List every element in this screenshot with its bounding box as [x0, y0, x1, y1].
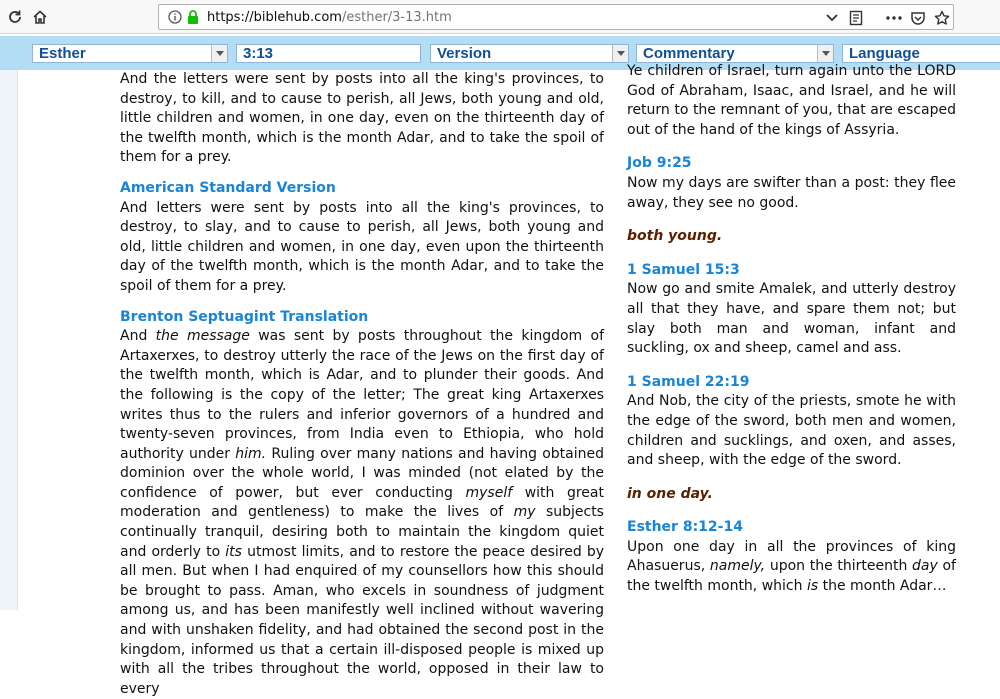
verse-text-brenton [120, 327, 604, 699]
reference-text: And Nob, the city of the priests, smote he with the edge of the sword, both men and women, children and sucklings, and oxen, and asses, and sheep, with the edge of the sword. [627, 393, 956, 469]
verse-text-asv: And letters were sent by posts into all the king's provinces, to destroy, to slay, and to cause to perish, all Jews, both young and old, little children and women, in one day, even upon the thirteenth day of the twelfth month, which is the month Adar, and to take the spoil of them for a prey. [120, 199, 604, 294]
reference-link-1-samuel-22-19[interactable]: 1 Samuel 22:19 [627, 373, 750, 390]
text-run: And [120, 328, 156, 345]
text-run: of the twelfth month, which [627, 558, 956, 595]
cross-references-column [627, 63, 956, 610]
chapter-verse-label: 3:13 [243, 45, 274, 62]
right-gutter [960, 70, 1000, 610]
italic-run: him. [235, 445, 267, 462]
text-run: with great moderation and gentleness) to make the lives of [120, 484, 604, 521]
text-run: Ruling over many nations and having obtained dominion over the whole world, I was minded (not elated by the confidence of power, but ever conducting [120, 445, 604, 501]
pocket-icon[interactable] [909, 9, 927, 27]
version-title-brenton[interactable]: Brenton Septuagint Translation [120, 308, 369, 325]
phrase-heading: in one day. [627, 485, 713, 502]
text-run: subjects continually tranquil, desiring both to maintain the kingdom quiet and orderly to [120, 504, 604, 560]
bookmark-star-icon[interactable] [933, 9, 951, 27]
url-path: /esther/3-13.htm [341, 10, 452, 25]
text-run: the month Adar… [818, 578, 947, 595]
left-gutter [0, 70, 18, 610]
version-select-label: Version [437, 45, 492, 62]
url-host: https://biblehub.com [207, 10, 342, 25]
url-text[interactable] [207, 10, 452, 25]
reference-text: Now my days are swifter than a post: they flee away, they see no good. [627, 174, 956, 211]
info-icon[interactable] [168, 10, 182, 29]
italic-run: is [806, 578, 819, 595]
more-actions-icon[interactable] [885, 9, 903, 27]
reference-link-job-9-25[interactable]: Job 9:25 [627, 155, 692, 172]
reference-text: Now go and smite Amalek, and utterly destroy all that they have, and spare them not; but slay both man and woman, infant and suckling, ox and sheep, camel and ass. [627, 281, 956, 357]
chapter-verse-select[interactable] [236, 44, 421, 63]
book-select-label: Esther [39, 45, 86, 62]
reference-link-esther-8-12-14[interactable]: Esther 8:12-14 [627, 519, 743, 536]
chevron-down-icon[interactable] [612, 45, 628, 62]
chevron-down-icon[interactable] [211, 45, 227, 62]
language-select[interactable] [842, 44, 1000, 63]
book-select[interactable] [32, 44, 228, 63]
text-run: utmost limits, and to restore the peace desired by all men. But when I had enquired of my counsellors how this should be brought to pass. Aman, who excels in soundness of judgment among us, and has been manifestly well inclined without wavering and with unshaken fidelity, and had obtained the second post in the kingdom, informed us that a certain ill-disposed people is mixed up with all the tribes throughout the world, opposed in their law to every [120, 543, 605, 697]
language-select-label: Language [849, 45, 920, 62]
italic-run: namely, [709, 558, 766, 575]
reader-view-icon[interactable] [847, 9, 865, 27]
home-icon[interactable] [29, 6, 51, 28]
verse-text: And the letters were sent by posts into all the king's provinces, to destroy, to kill, and to cause to perish, all Jews, both young and old, little children and women, in one day, even on the thirteenth day of the twelfth month, which is the month Adar, and to take the spoil of them for a prey. [120, 71, 604, 166]
commentary-select[interactable] [636, 44, 834, 63]
italic-run: myself [465, 484, 513, 501]
lock-icon[interactable] [186, 9, 200, 30]
version-title-asv[interactable]: American Standard Version [120, 179, 336, 196]
italic-run: day [912, 558, 938, 575]
reference-text [627, 538, 956, 597]
chevron-down-icon[interactable] [823, 9, 841, 27]
text-run: upon the thirteenth [765, 558, 913, 575]
phrase-heading: both young. [627, 228, 723, 245]
browser-toolbar [0, 0, 1000, 34]
commentary-select-label: Commentary [643, 45, 735, 62]
url-bar[interactable] [158, 4, 954, 30]
italic-run: its [225, 543, 242, 560]
chevron-down-icon[interactable] [817, 45, 833, 62]
text-run: was sent by posts throughout the kingdom of Artaxerxes, to destroy utterly the race of the Jews on the first day of the twelfth month, which is Adar, and to plunder their goods. And the following is the copy of the letter; The great king Artaxerxes writes thus to the rulers and inferior governors of a hundred and twenty-seven provinces, from India even to Ethiopia, who hold authority under [120, 328, 605, 462]
text-run: Upon one day in all the provinces of king Ahasuerus, [627, 538, 956, 575]
italic-run: my [513, 504, 536, 521]
reference-text: Ye children of Israel, turn again unto the LORD God of Abraham, Isaac, and Israel, and he will return to the remnant of you, that are escaped out of the hand of the kings of Assyria. [627, 63, 956, 138]
italic-run: the message [155, 328, 250, 345]
reference-link-1-samuel-15-3[interactable]: 1 Samuel 15:3 [627, 261, 740, 278]
reload-icon[interactable] [4, 6, 26, 28]
versions-column [120, 70, 605, 697]
version-select[interactable] [430, 44, 629, 63]
